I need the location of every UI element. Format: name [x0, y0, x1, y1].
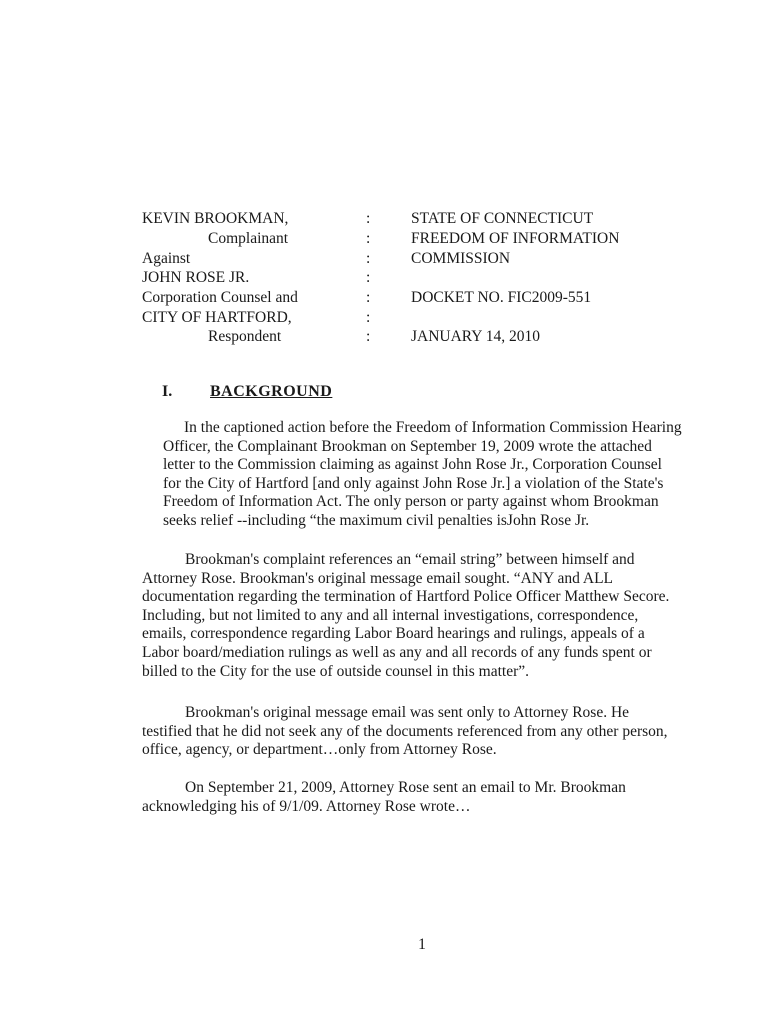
paragraph-line: emails, correspondence regarding Labor Board hearings and rulings, appeals of a: [142, 625, 645, 643]
paragraph-line: Labor board/mediation rulings as well as any and all records of any funds spent or: [142, 643, 652, 661]
court-name-line-2: FREEDOM OF INFORMATION: [411, 230, 620, 247]
respondent-city: CITY OF HARTFORD,: [142, 309, 292, 326]
paragraph-line: office, agency, or department…only from Attorney Rose.: [142, 741, 497, 759]
against-label: Against: [142, 250, 191, 267]
paragraph-line: Officer, the Complainant Brookman on September 19, 2009 wrote the attached: [163, 437, 652, 455]
court-name-line-3: COMMISSION: [411, 250, 511, 267]
paragraph-line: letter to the Commission claiming as against John Rose Jr., Corporation Counsel: [163, 456, 662, 474]
section-title: BACKGROUND: [210, 383, 333, 400]
paragraph-line: testified that he did not seek any of the documents referenced from any other person,: [142, 722, 668, 740]
paragraph-line: Brookman's original message email was sent only to Attorney Rose. He: [185, 704, 630, 721]
caption-colon: :: [366, 210, 371, 227]
caption-colon: :: [366, 289, 371, 306]
paragraph-1: [142, 419, 682, 531]
caption-colon: :: [366, 328, 371, 345]
respondent-label: Respondent: [208, 328, 282, 345]
complainant-name: KEVIN BROOKMAN,: [142, 210, 289, 227]
caption-colon: :: [366, 309, 371, 326]
docket-number: DOCKET NO. FIC2009-551: [411, 289, 592, 306]
caption-colon: :: [366, 230, 371, 247]
respondent-title: Corporation Counsel and: [142, 289, 298, 306]
paragraph-line: for the City of Hartford [and only against John Rose Jr.] a violation of the State's: [163, 474, 664, 492]
caption-colon: :: [366, 250, 371, 267]
paragraph-line: acknowledging his of 9/1/09. Attorney Rose wrote…: [142, 797, 471, 815]
paragraph-4: [142, 779, 626, 816]
section-number: I.: [162, 383, 173, 400]
paragraph-line: documentation regarding the termination of Hartford Police Officer Matthew Secore.: [142, 588, 670, 606]
page-number: 1: [418, 936, 426, 953]
caption-colon: :: [366, 269, 371, 286]
paragraph-line: Including, but not limited to any and all internal investigations, correspondence,: [142, 606, 639, 624]
complainant-label: Complainant: [208, 230, 289, 247]
paragraph-line: Brookman's complaint references an “email string” between himself and: [185, 551, 635, 568]
paragraph-line: Attorney Rose. Brookman's original message email sought. “ANY and ALL: [142, 569, 614, 587]
paragraph-line: Freedom of Information Act. The only person or party against whom Brookman: [163, 493, 659, 511]
paragraph-3: [142, 704, 668, 760]
paragraph-line: billed to the City for the use of outside counsel in this matter”.: [142, 662, 529, 680]
paragraph-line: In the captioned action before the Freedom of Information Commission Hearing: [184, 419, 682, 436]
respondent-name: JOHN ROSE JR.: [142, 269, 250, 286]
paragraph-line: seeks relief --including “the maximum civil penalties isJohn Rose Jr.: [163, 511, 590, 529]
paragraph-line: On September 21, 2009, Attorney Rose sent an email to Mr. Brookman: [185, 779, 626, 796]
document-date: JANUARY 14, 2010: [411, 328, 541, 345]
court-name-line-1: STATE OF CONNECTICUT: [411, 210, 594, 227]
paragraph-2: [142, 551, 669, 681]
